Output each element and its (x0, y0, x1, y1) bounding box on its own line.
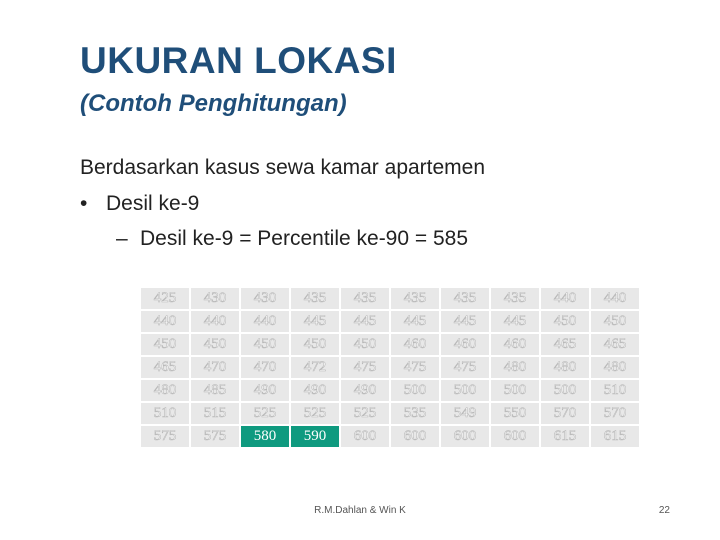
table-cell: 615 (590, 425, 640, 448)
table-cell: 525 (340, 402, 390, 425)
table-cell: 490 (340, 379, 390, 402)
table-cell: 535 (390, 402, 440, 425)
table-cell: 600 (440, 425, 490, 448)
table-cell: 430 (240, 287, 290, 310)
table-cell: 435 (340, 287, 390, 310)
table-cell: 575 (190, 425, 240, 448)
table-cell: 480 (590, 356, 640, 379)
table-cell: 525 (240, 402, 290, 425)
table-cell: 450 (340, 333, 390, 356)
table-cell: 445 (490, 310, 540, 333)
table-cell: 465 (540, 333, 590, 356)
table-cell: 470 (190, 356, 240, 379)
table-cell: 570 (590, 402, 640, 425)
table-row (140, 356, 640, 379)
table-cell: 425 (140, 287, 190, 310)
table-cell: 480 (540, 356, 590, 379)
table-cell: 445 (340, 310, 390, 333)
table-cell: 440 (240, 310, 290, 333)
table-cell: 470 (240, 356, 290, 379)
table-row (140, 310, 640, 333)
slide-subtitle: (Contoh Penghitungan) (80, 90, 347, 117)
table-cell: 525 (290, 402, 340, 425)
table-cell: 485 (190, 379, 240, 402)
table-row (140, 425, 640, 448)
footer-author: R.M.Dahlan & Win K (314, 505, 406, 516)
table-cell: 480 (490, 356, 540, 379)
table-cell: 475 (390, 356, 440, 379)
table-cell: 500 (540, 379, 590, 402)
table-cell: 435 (440, 287, 490, 310)
table-cell: 445 (440, 310, 490, 333)
table-cell: 615 (540, 425, 590, 448)
table-cell: 435 (490, 287, 540, 310)
bullet-item (80, 192, 199, 216)
data-table (139, 286, 641, 449)
table-row (140, 287, 640, 310)
table-cell: 440 (140, 310, 190, 333)
body-text (80, 156, 485, 180)
table-cell: 440 (540, 287, 590, 310)
table-row (140, 402, 640, 425)
table-cell: 600 (490, 425, 540, 448)
bullet-icon: • (80, 192, 88, 215)
table-cell: 500 (490, 379, 540, 402)
table-cell: 510 (590, 379, 640, 402)
table-cell: 490 (290, 379, 340, 402)
table-cell: 500 (390, 379, 440, 402)
table-cell: 445 (290, 310, 340, 333)
table-row (140, 379, 640, 402)
table-cell: 475 (440, 356, 490, 379)
dash-icon: – (116, 227, 128, 250)
table-cell: 440 (190, 310, 240, 333)
table-cell: 575 (140, 425, 190, 448)
table-cell: 465 (590, 333, 640, 356)
table-cell: 430 (190, 287, 240, 310)
table-cell: 549 (440, 402, 490, 425)
table-cell: 465 (140, 356, 190, 379)
page-number: 22 (658, 505, 670, 516)
table-cell: 435 (390, 287, 440, 310)
table-cell: 590 (290, 425, 340, 448)
sub-bullet-item (116, 227, 468, 251)
table-cell: 600 (390, 425, 440, 448)
table-cell: 570 (540, 402, 590, 425)
table-row (140, 333, 640, 356)
table-cell: 490 (240, 379, 290, 402)
table-cell: 550 (490, 402, 540, 425)
sub-bullet-text: Desil ke-9 = Percentile ke-90 = 585 (140, 227, 469, 250)
table-cell: 440 (590, 287, 640, 310)
table-cell: 600 (340, 425, 390, 448)
table-cell: 460 (390, 333, 440, 356)
table-cell: 460 (440, 333, 490, 356)
table-cell: 460 (490, 333, 540, 356)
slide-title: UKURAN LOKASI (80, 40, 397, 81)
table-cell: 510 (140, 402, 190, 425)
table-cell: 500 (440, 379, 490, 402)
table-cell: 445 (390, 310, 440, 333)
table-cell: 475 (340, 356, 390, 379)
table-cell: 450 (190, 333, 240, 356)
table-cell: 480 (140, 379, 190, 402)
table-cell: 472 (290, 356, 340, 379)
table-cell: 450 (240, 333, 290, 356)
bullet-text: Desil ke-9 (106, 192, 200, 215)
table-cell: 450 (540, 310, 590, 333)
table-cell: 580 (240, 425, 290, 448)
table-cell: 450 (140, 333, 190, 356)
table-cell: 450 (590, 310, 640, 333)
table-cell: 450 (290, 333, 340, 356)
table-cell: 515 (190, 402, 240, 425)
body-line-1: Berdasarkan kasus sewa kamar apartemen (80, 156, 486, 179)
table-cell: 435 (290, 287, 340, 310)
